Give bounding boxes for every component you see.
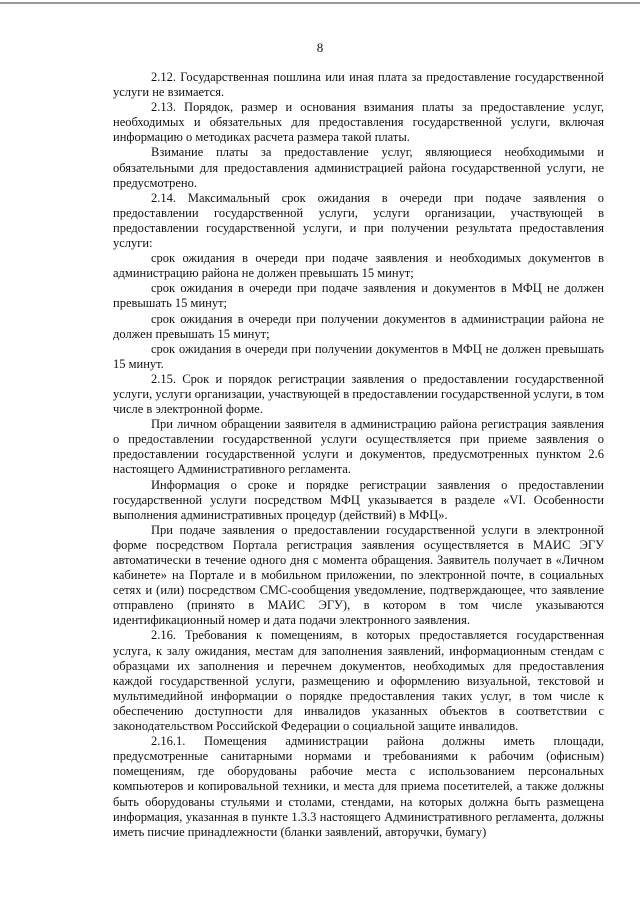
paragraph-2-14: 2.14. Максимальный срок ожидания в очереди при подаче заявления о предоставлении государственной услуги, услуги организации, участвующей в предоставлении государственной услуги, и при получении результата предоставления услуги: xyxy=(113,190,604,251)
scan-top-border xyxy=(0,2,640,4)
paragraph-wait-mfc-submit: срок ожидания в очереди при подаче заявления и документов в МФЦ не должен превышать 15 минут; xyxy=(113,281,604,311)
paragraph-personal-registration: При личном обращении заявителя в администрацию района регистрация заявления о предоставлении государственной услуги осуществляется при приеме заявления о предоставлении государственной услуги и документов, предусмотренных пунктом 2.6 настоящего Административного регламента. xyxy=(113,417,604,477)
paragraph-mfc-registration: Информация о сроке и порядке регистрации заявления о предоставлении государственной услуги посредством МФЦ указывается в разделе «VI. Особенности выполнения административных процедур (действий) в МФЦ». xyxy=(113,477,604,522)
page-number: 8 xyxy=(316,40,324,55)
paragraph-2-16-1: 2.16.1. Помещения администрации района должны иметь площади, предусмотренные санитарными нормами и требованиями к рабочим (офисным) помещениям, где оборудованы рабочие места с использованием персональных компьютеров и копировальной техники, и места для приема посетителей, а также должны быть оборудованы стульями и столами, стендами, на которых должна быть размещена информация, указанная в пункте 1.3.3 настоящего Административного регламента, должны иметь писчие принадлежности (бланки заявлений, авторучки, бумагу) xyxy=(113,734,604,839)
paragraph-electronic-registration: При подаче заявления о предоставлении государственной услуги в электронной форме посредством Портала регистрация заявления осуществляется в МАИС ЭГУ автоматически в течение одного дня с момента обращения. Заявитель получает в «Личном кабинете» на Портале и в мобильном приложении, по электронной почте, в социальных сетях и (или) посредством СМС-сообщения уведомление, подтверждающее, что заявление отправлено (принято в МАИС ЭГУ), в котором в том числе указываются идентификационный номер и дата подачи электронного заявления. xyxy=(113,522,604,628)
paragraph-2-13: 2.13. Порядок, размер и основания взимания платы за предоставление услуг, необходимых и обязательных для предоставления государственной услуги, включая информацию о методиках расчета размера такой платы. xyxy=(113,100,604,145)
paragraph-wait-admin-receive: срок ожидания в очереди при получении документов в администрации района не должен превышать 15 минут; xyxy=(113,311,604,341)
paragraph-wait-admin-submit: срок ожидания в очереди при подаче заявления и необходимых документов в администрацию района не должен превышать 15 минут; xyxy=(113,251,604,281)
paragraph-fee-not-provided: Взимание платы за предоставление услуг, являющиеся необходимыми и обязательными для предоставления администрацией района государственной услуги, не предусмотрено. xyxy=(113,145,604,190)
document-body xyxy=(113,70,604,840)
paragraph-2-15: 2.15. Срок и порядок регистрации заявления о предоставлении государственной услуги, услуги организации, участвующей в предоставлении государственной услуги, в том числе в электронной форме. xyxy=(113,371,604,417)
paragraph-2-16: 2.16. Требования к помещениям, в которых предоставляется государственная услуга, к залу ожидания, местам для заполнения заявлений, информационным стендам с образцами их заполнения и перечнем документов, необходимых для предоставления каждой государственной услуги, размещению и оформлению визуальной, текстовой и мультимедийной информации о порядке предоставления таких услуг, в том числе к обеспечению доступности для инвалидов указанных объектов в соответствии с законодательством Российской Федерации о социальной защите инвалидов. xyxy=(113,628,604,734)
paragraph-wait-mfc-receive: срок ожидания в очереди при получении документов в МФЦ не должен превышать 15 минут. xyxy=(113,341,604,371)
paragraph-2-12: 2.12. Государственная пошлина или иная плата за предоставление государственной услуги не взимается. xyxy=(113,70,604,100)
